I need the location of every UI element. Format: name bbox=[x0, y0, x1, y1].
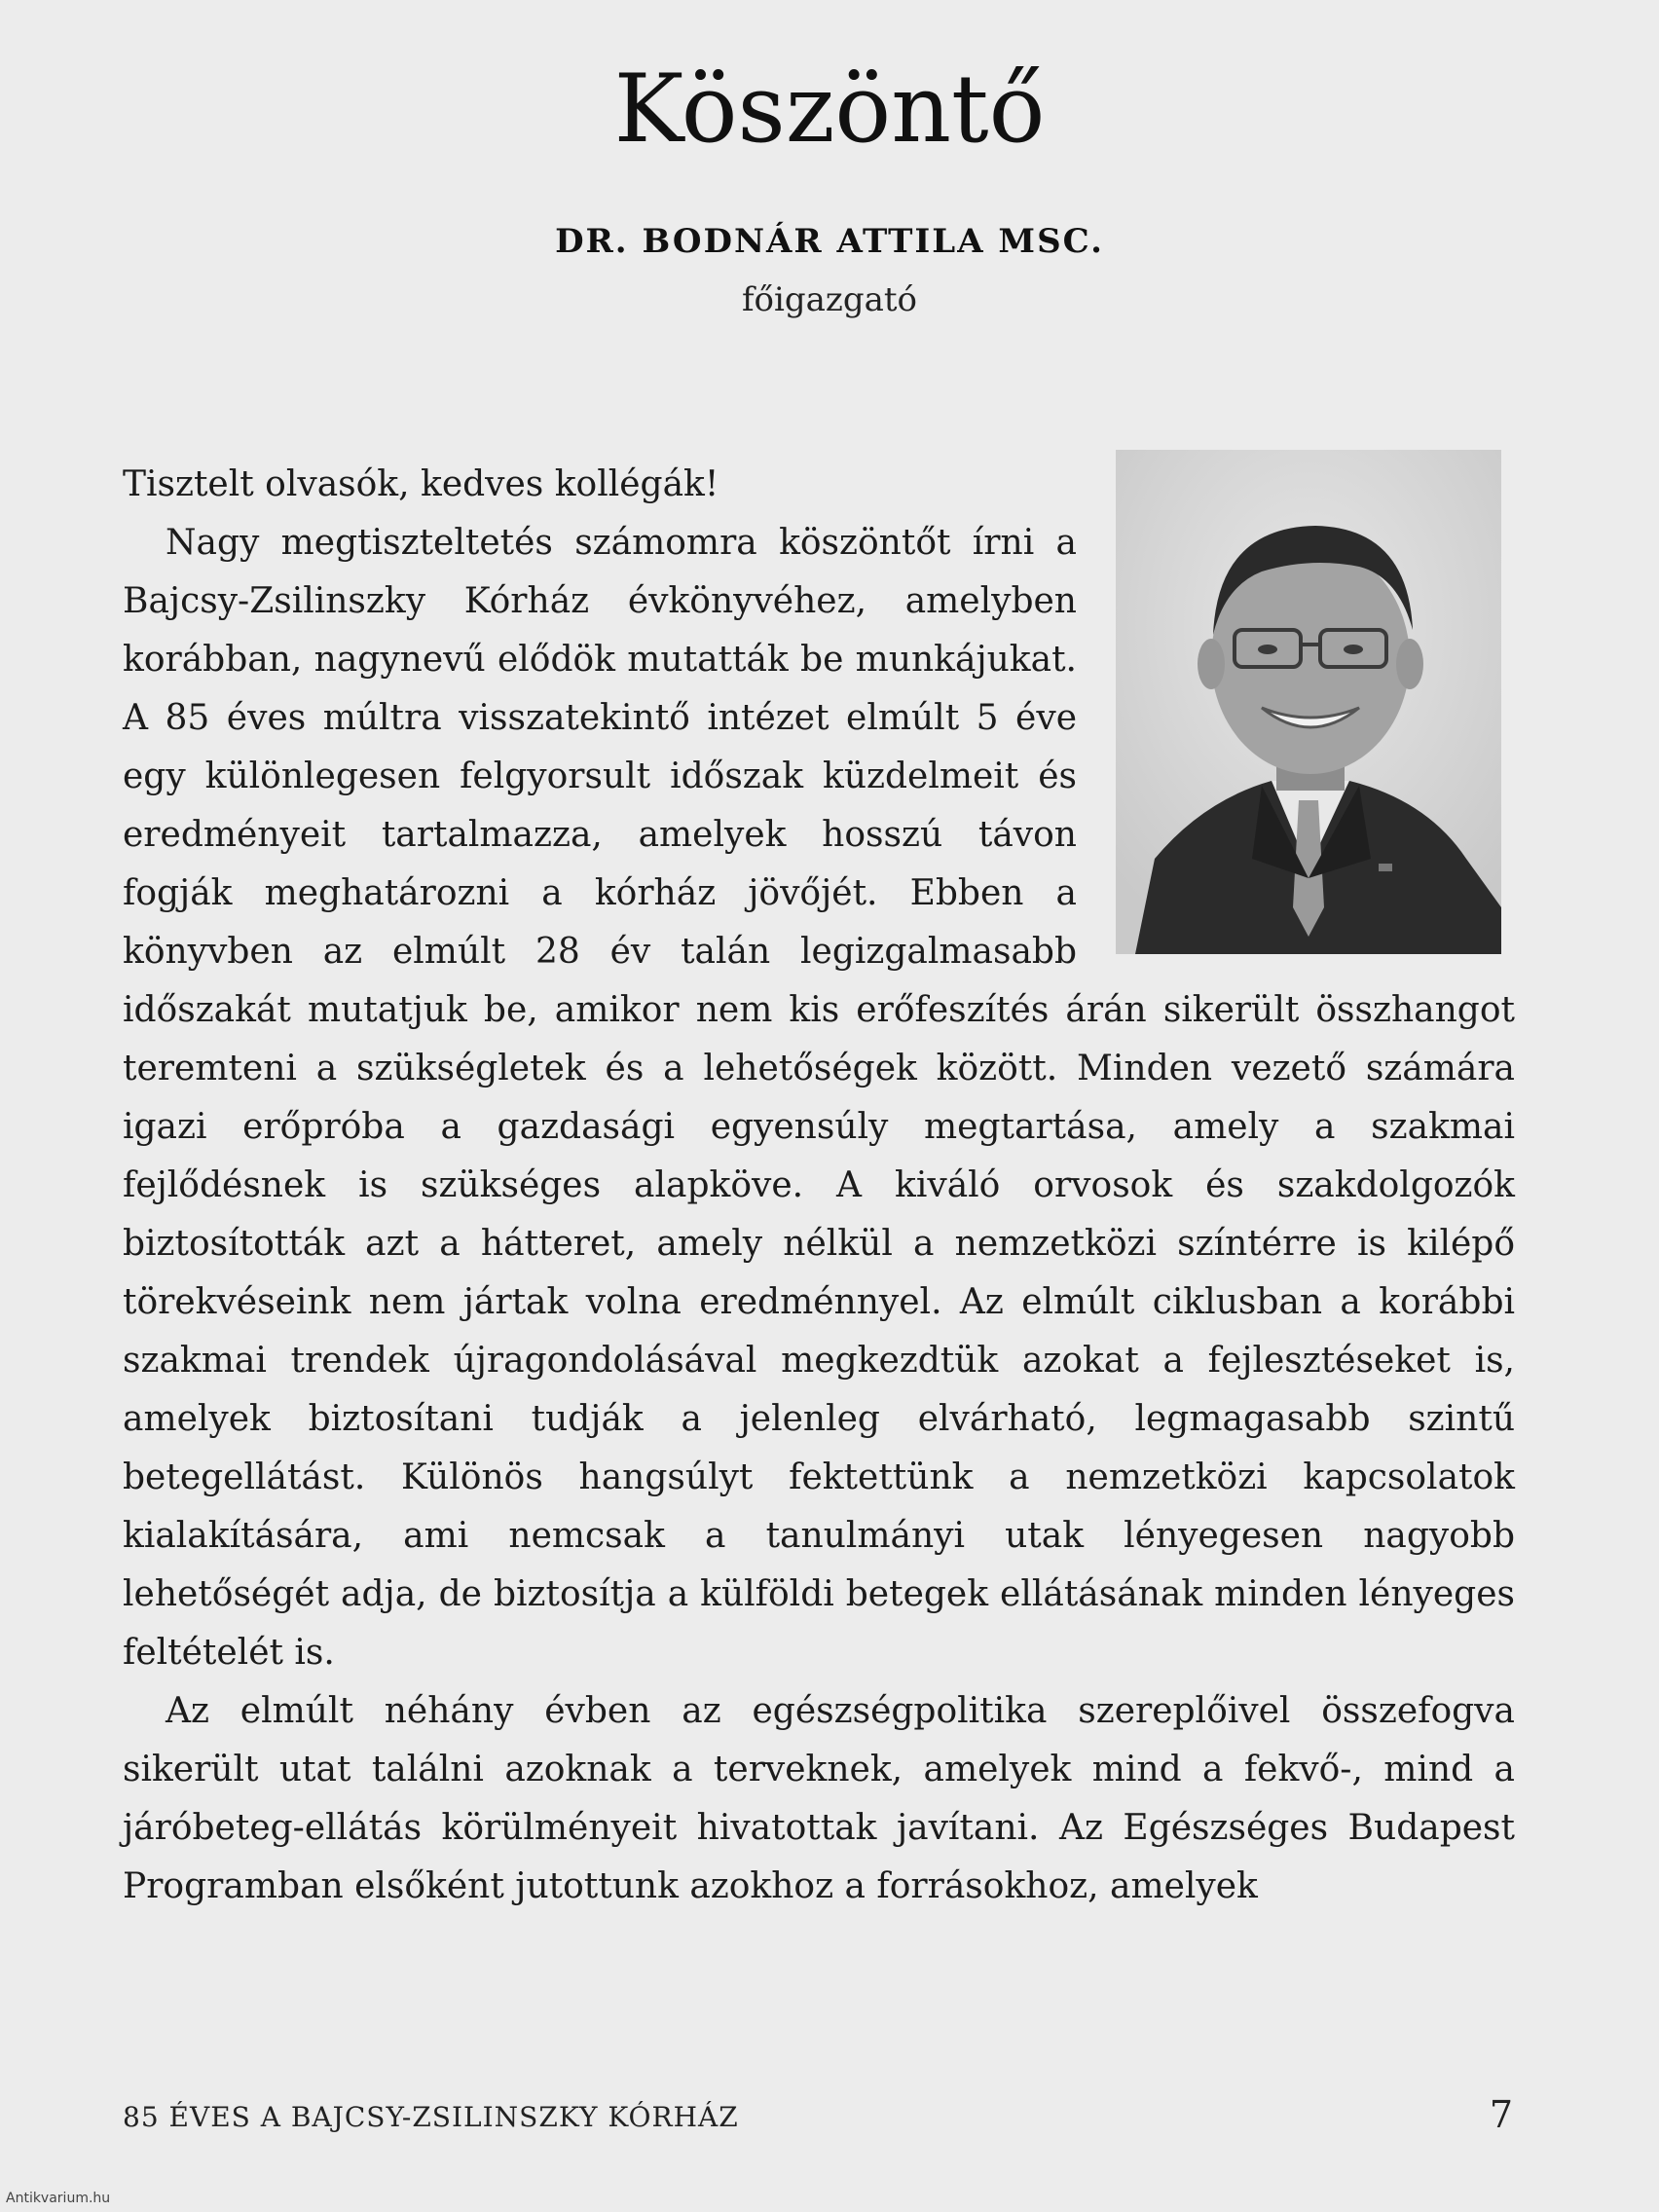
article-body bbox=[123, 456, 1515, 1916]
page-title: Köszöntő bbox=[613, 55, 1046, 164]
author-role: főigazgató bbox=[741, 280, 918, 319]
paragraph: Az elmúlt néhány évben az egészségpolitika szereplőivel összefogva sikerült utat találni azoknak a terveknek, amelyek mind a fekvő-, mind a járóbeteg-ellátás körülményeit hivatottak javítani. Az Egészséges Budapest Programban elsőként jutottunk azokhoz a forrásokhoz, amelyek bbox=[123, 1691, 1515, 1906]
paragraph: Nagy megtiszteltetés számomra köszöntőt írni a Bajcsy-Zsilinszky Kórház évkönyvéhez, amelyben korábban, nagynevű elődök mutatták be munkájukat. A 85 éves múltra visszatekintő intézet elmúlt 5 éve egy különlegesen felgyorsult időszak küzdelmeit és eredményeit tartalmazza, amelyek hosszú távon fogják meghatározni a kórház jövőjét. Ebben a könyvben az elmúlt 28 év talán legizgalmasabb időszakát mutatjuk be, amikor nem kis erőfeszítés árán sikerült összhangot teremteni a szükségletek és a lehetőségek között. Minden vezető számára igazi erőpróba a gazdasági egyensúly megtartása, amely a szakmai fejlődésnek is szükséges alapköve. A kiváló orvosok és szakdolgozók biztosították azt a hátteret, amely nélkül a nemzetközi színtérre is kilépő törekvéseink nem jártak volna eredménnyel. Az elmúlt ciklusban a korábbi szakmai trendek újragondolásával megkezdtük azokat a fejlesztéseket is, amelyek biztosítani tudják a jelenleg elvárható, legmagasabb szintű betegellátást. Különös hangsúlyt fektettünk a nemzetközi kapcsolatok kialakítására, ami nemcsak a tanulmányi utak lényegesen nagyobb lehetőségét adja, de biztosítja a külföldi betegek ellátásának minden lényeges feltételét is. bbox=[123, 523, 1515, 1673]
author-name: DR. BODNÁR ATTILA MSC. bbox=[555, 222, 1104, 261]
salutation: Tisztelt olvasók, kedves kollégák! bbox=[123, 464, 719, 504]
watermark: Antikvarium.hu bbox=[6, 2191, 111, 2206]
photo-spacer bbox=[1096, 456, 1515, 981]
running-title: 85 ÉVES A BAJCSY-ZSILINSZKY KÓRHÁZ bbox=[123, 2101, 739, 2133]
page-number: 7 bbox=[1489, 2093, 1513, 2136]
